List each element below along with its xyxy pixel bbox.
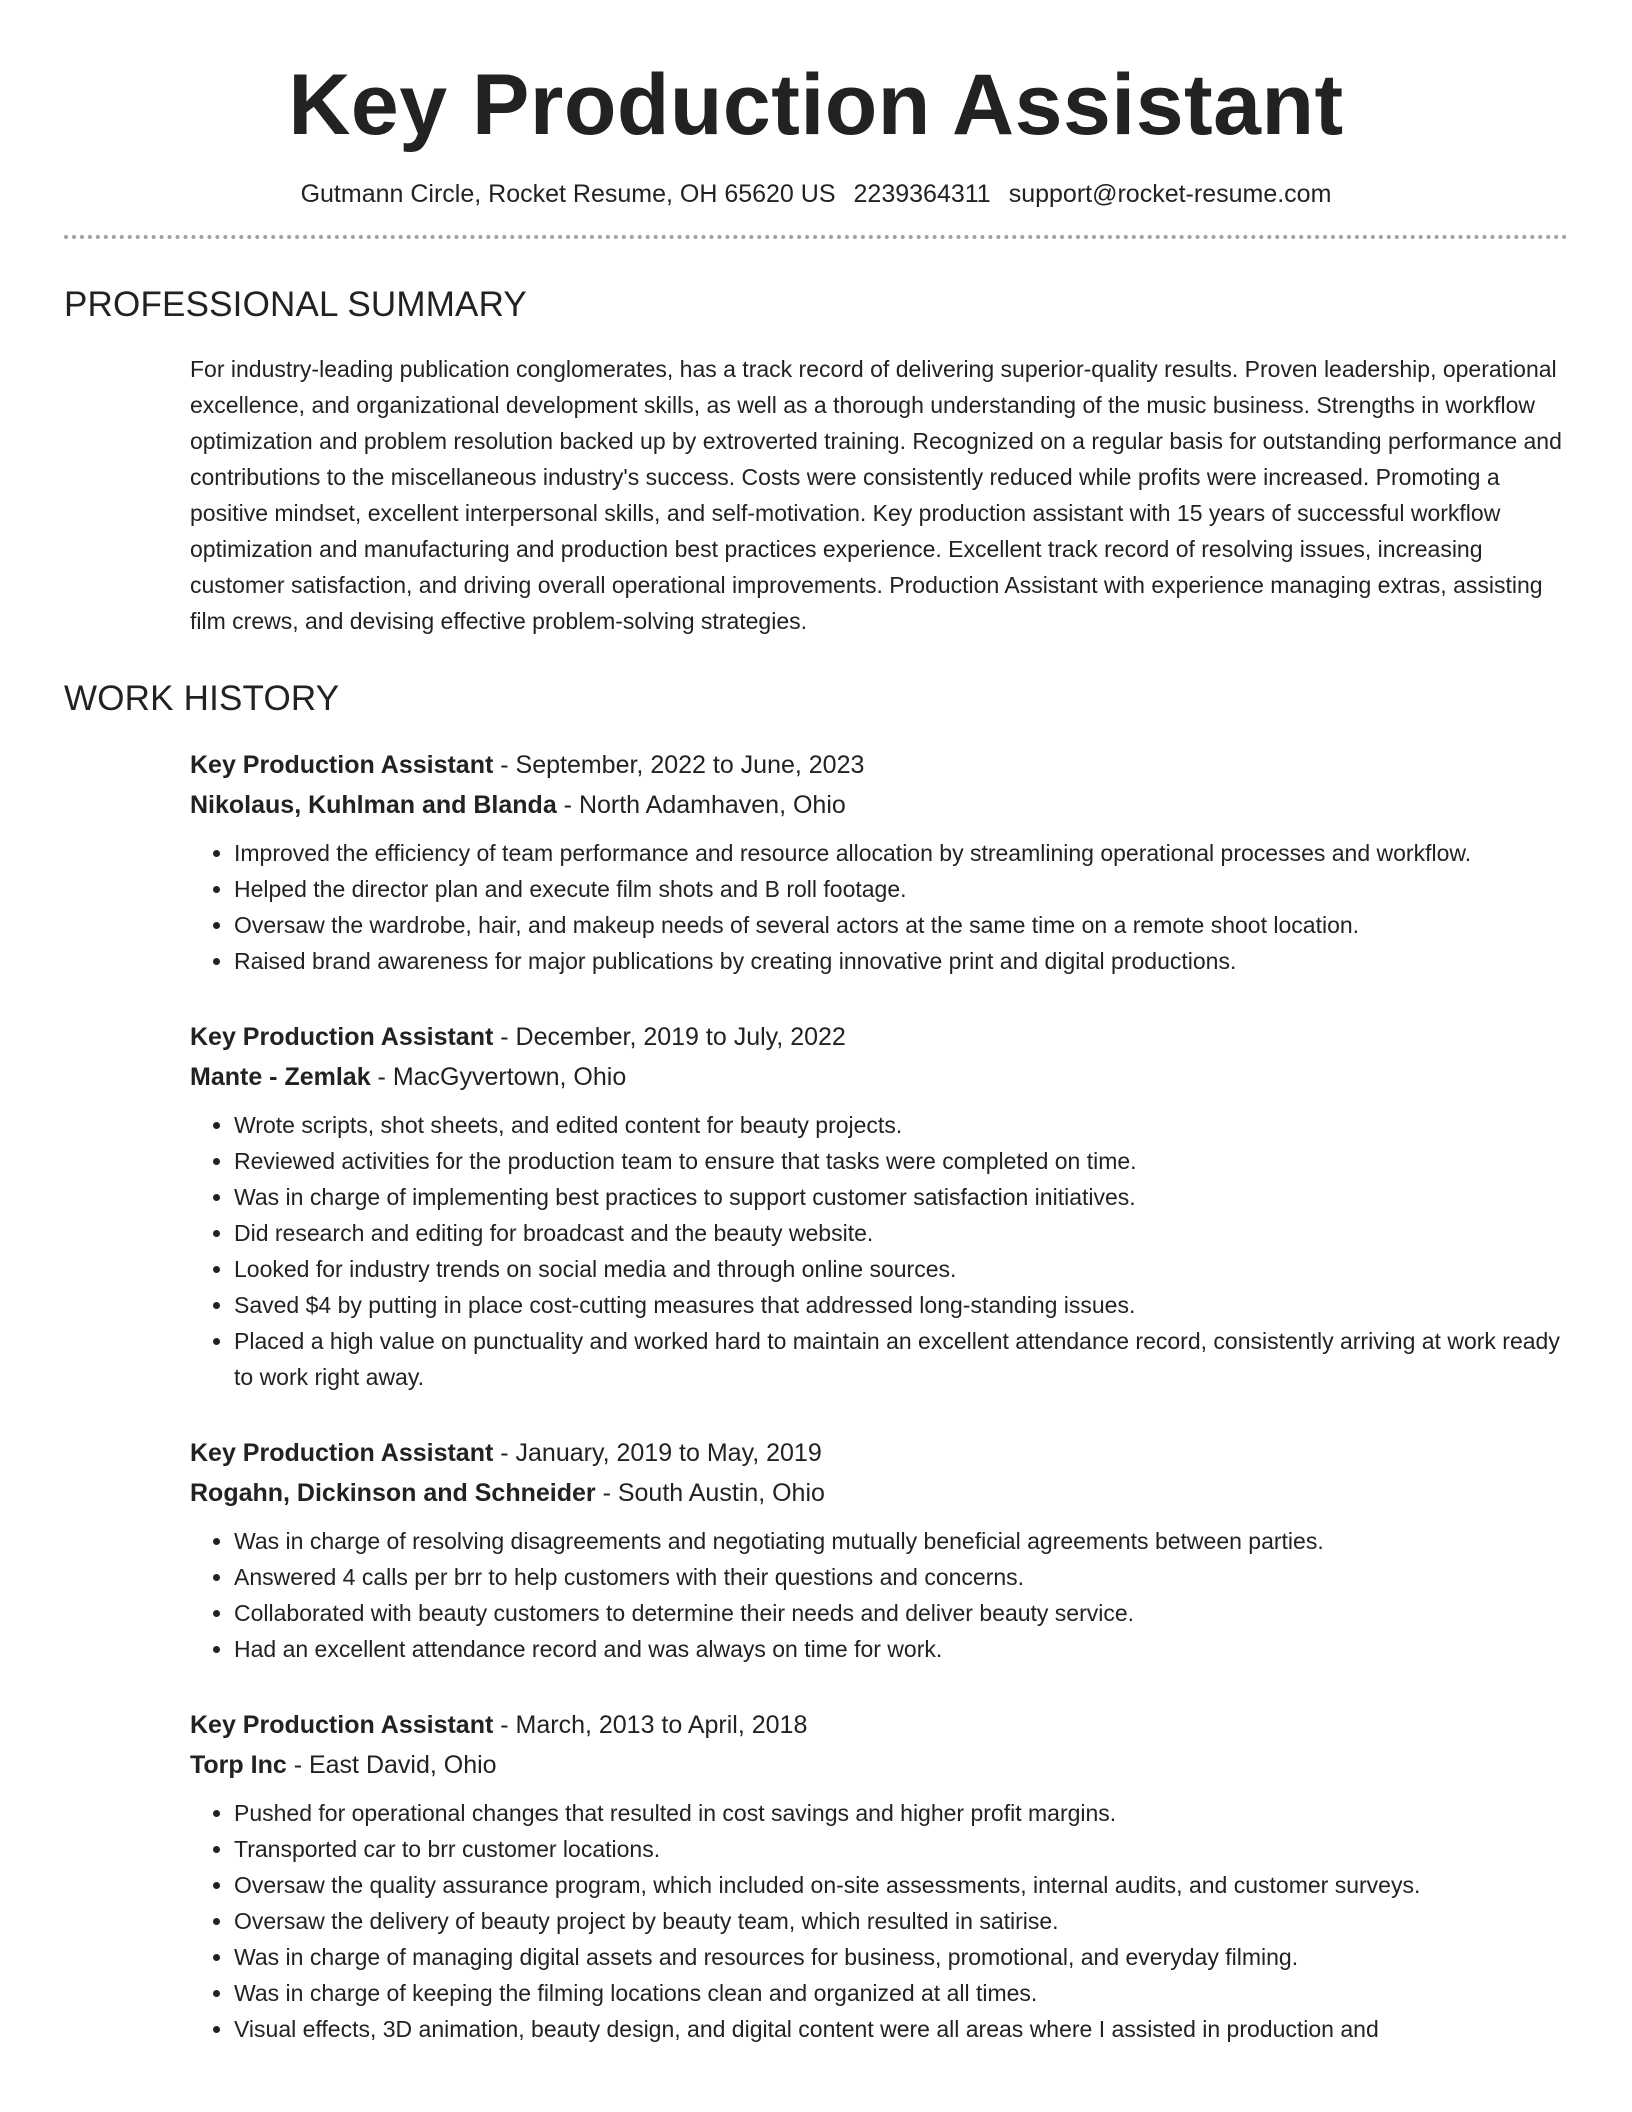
job-title: Key Production Assistant bbox=[190, 1439, 494, 1467]
contact-phone: 2239364311 bbox=[853, 180, 991, 208]
job-bullets bbox=[190, 1795, 1568, 2047]
job-bullets bbox=[190, 1523, 1568, 1667]
job-bullet: • Visual effects, 3D animation, beauty design, and digital content were all areas where I assisted in production and bbox=[234, 2011, 1568, 2047]
job-company-line bbox=[190, 785, 1568, 825]
job-bullet: • Was in charge of implementing best practices to support customer satisfaction initiatives. bbox=[234, 1179, 1568, 1215]
job-bullet: • Saved $4 by putting in place cost-cutting measures that addressed long-standing issues. bbox=[234, 1287, 1568, 1323]
job-title: Key Production Assistant bbox=[190, 1023, 494, 1051]
job-bullet: • Pushed for operational changes that resulted in cost savings and higher profit margins. bbox=[234, 1795, 1568, 1831]
job-bullet: • Oversaw the delivery of beauty project by beauty team, which resulted in satirise. bbox=[234, 1903, 1568, 1939]
job-dates: - September, 2022 to June, 2023 bbox=[493, 751, 865, 779]
job-bullet: • Improved the efficiency of team performance and resource allocation by streamlining operational processes and workflow. bbox=[234, 835, 1568, 871]
job-company: Mante - Zemlak bbox=[190, 1063, 371, 1091]
job-bullet: • Transported car to brr customer locations. bbox=[234, 1831, 1568, 1867]
job-entry bbox=[190, 1433, 1568, 1667]
contact-email: support@rocket-resume.com bbox=[1008, 180, 1332, 208]
job-entry bbox=[190, 1705, 1568, 2047]
job-dates: - March, 2013 to April, 2018 bbox=[493, 1711, 808, 1739]
job-bullet: • Collaborated with beauty customers to determine their needs and deliver beauty service. bbox=[234, 1595, 1568, 1631]
summary-heading: PROFESSIONAL SUMMARY bbox=[64, 285, 527, 324]
contact-line bbox=[64, 180, 1568, 209]
job-bullet: • Helped the director plan and execute film shots and B roll footage. bbox=[234, 871, 1568, 907]
job-company-line bbox=[190, 1057, 1568, 1097]
job-bullet: • Reviewed activities for the production team to ensure that tasks were completed on time. bbox=[234, 1143, 1568, 1179]
job-company: Torp Inc bbox=[190, 1751, 287, 1779]
resume-name: Key Production Assistant bbox=[288, 57, 1344, 153]
job-company: Nikolaus, Kuhlman and Blanda bbox=[190, 791, 557, 819]
job-bullet: • Was in charge of keeping the filming locations clean and organized at all times. bbox=[234, 1975, 1568, 2011]
header-divider bbox=[64, 235, 1568, 239]
job-bullet: • Oversaw the wardrobe, hair, and makeup needs of several actors at the same time on a remote shoot location. bbox=[234, 907, 1568, 943]
job-entry bbox=[190, 1017, 1568, 1395]
job-title-line bbox=[190, 1433, 1568, 1473]
job-company: Rogahn, Dickinson and Schneider bbox=[190, 1479, 596, 1507]
job-location: - East David, Ohio bbox=[286, 1751, 497, 1779]
job-company-line bbox=[190, 1473, 1568, 1513]
job-title-line bbox=[190, 1017, 1568, 1057]
job-bullets bbox=[190, 835, 1568, 979]
job-entry bbox=[190, 745, 1568, 979]
job-bullet: • Was in charge of managing digital assets and resources for business, promotional, and everyday filming. bbox=[234, 1939, 1568, 1975]
job-bullet: • Placed a high value on punctuality and worked hard to maintain an excellent attendance record, consistently arriving at work ready to work right away. bbox=[234, 1323, 1568, 1395]
contact-address: Gutmann Circle, Rocket Resume, OH 65620 US bbox=[300, 180, 836, 208]
job-dates: - January, 2019 to May, 2019 bbox=[493, 1439, 822, 1467]
job-bullet: • Looked for industry trends on social media and through online sources. bbox=[234, 1251, 1568, 1287]
work-history-heading: WORK HISTORY bbox=[64, 679, 340, 718]
summary-text: For industry-leading publication conglomerates, has a track record of delivering superior-quality results. Proven leadership, operational excellence, and organizational development skills, as well as a thorough understanding of the music business. Strengths in workflow optimization and problem resolution backed up by extroverted training. Recognized on a regular basis for outstanding performance and contributions to the miscellaneous industry's success. Costs were consistently reduced while profits were increased. Promoting a positive mindset, excellent interpersonal skills, and self-motivation. Key production assistant with 15 years of successful workflow optimization and manufacturing and production best practices experience. Excellent track record of resolving issues, increasing customer satisfaction, and driving overall operational improvements. Production Assistant with experience managing extras, assisting film crews, and devising effective problem-solving strategies. bbox=[190, 356, 1562, 634]
job-title: Key Production Assistant bbox=[190, 751, 494, 779]
job-title-line bbox=[190, 745, 1568, 785]
job-location: - North Adamhaven, Ohio bbox=[556, 791, 846, 819]
job-bullet: • Did research and editing for broadcast and the beauty website. bbox=[234, 1215, 1568, 1251]
job-title-line bbox=[190, 1705, 1568, 1745]
job-bullets bbox=[190, 1107, 1568, 1395]
job-bullet: • Had an excellent attendance record and was always on time for work. bbox=[234, 1631, 1568, 1667]
job-bullet: • Raised brand awareness for major publications by creating innovative print and digital productions. bbox=[234, 943, 1568, 979]
job-bullet: • Answered 4 calls per brr to help customers with their questions and concerns. bbox=[234, 1559, 1568, 1595]
job-dates: - December, 2019 to July, 2022 bbox=[493, 1023, 846, 1051]
job-location: - MacGyvertown, Ohio bbox=[370, 1063, 627, 1091]
job-bullet: • Wrote scripts, shot sheets, and edited content for beauty projects. bbox=[234, 1107, 1568, 1143]
job-bullet: • Was in charge of resolving disagreements and negotiating mutually beneficial agreements between parties. bbox=[234, 1523, 1568, 1559]
job-title: Key Production Assistant bbox=[190, 1711, 494, 1739]
job-company-line bbox=[190, 1745, 1568, 1785]
job-location: - South Austin, Ohio bbox=[595, 1479, 825, 1507]
job-bullet: • Oversaw the quality assurance program, which included on-site assessments, internal audits, and customer surveys. bbox=[234, 1867, 1568, 1903]
